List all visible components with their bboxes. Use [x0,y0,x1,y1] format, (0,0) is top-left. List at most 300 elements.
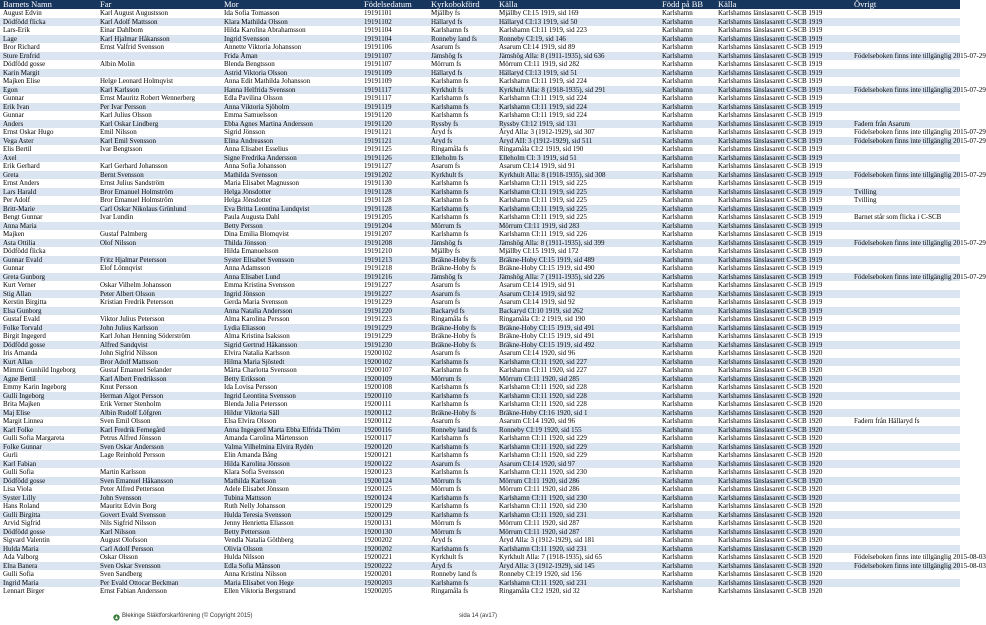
table-row [0,205,960,214]
table-cell: Karlshamn fs [428,196,496,205]
table-cell: Asarum fs [428,281,496,290]
table-cell: Karl Folke [0,426,97,435]
table-row [0,290,960,299]
table-cell: 19200222 [361,562,428,571]
table-cell: Per Ivar Persson [97,103,221,112]
table-cell: Födelseboken finns inte tillgänglig 2015-07-29 [851,137,960,146]
table-cell: 19200221 [361,553,428,562]
table-cell: Karlshamn CI:11 1919, sid 225 [496,188,659,197]
table-cell: Dina Emilia Blomqvist [221,230,361,239]
table-cell: Sigrid Gertrud Håkansson [221,341,361,350]
table-cell: Gustaf Emanuel Selander [97,366,221,375]
table-cell: Betty Eriksson [221,375,361,384]
table-cell: Asarum fs [428,43,496,52]
table-cell: Lage [0,35,97,44]
table-cell: Majken [0,230,97,239]
table-cell: Karlshamn [659,383,715,392]
table-cell: Maria Elisabet von Hege [221,579,361,588]
table-cell: Kyrkhult Alla: 8 (1918-1935), sid 291 [496,86,659,95]
table-row [0,145,960,154]
table-cell: Stig Allan [0,290,97,299]
table-cell: Bräkne-Hoby CI:15 1919, sid 491 [496,332,659,341]
table-cell: 19191229 [361,324,428,333]
table-cell: Karlshamns länslasarett C-SCB 1920 [715,417,851,426]
table-cell: Birgit Ingegerd [0,332,97,341]
table-cell: 19191117 [361,94,428,103]
table-cell [851,18,960,27]
table-cell: Dödfödd flicka [0,247,97,256]
table-cell: Jämshög fs [428,52,496,61]
column-header: Kyrkobokförd [428,0,496,9]
table-row [0,239,960,248]
table-cell [851,409,960,418]
table-row [0,570,960,579]
table-cell [851,26,960,35]
table-cell: Ernst Julius Sandström [97,179,221,188]
table-cell: 19191230 [361,341,428,350]
table-cell: Elis Bertil [0,145,97,154]
table-cell: Karlshamns länslasarett C-SCB 1919 [715,196,851,205]
table-cell: Karlshamns länslasarett C-SCB 1919 [715,298,851,307]
table-cell: Helge Leonard Holmqvist [97,77,221,86]
table-cell: Alfred Sandqvist [97,341,221,350]
table-cell [851,332,960,341]
table-cell [851,494,960,503]
table-cell: Backaryd fs [428,307,496,316]
table-cell: 19200112 [361,409,428,418]
table-cell: John Sigfrid Nilsson [97,349,221,358]
table-cell: Bror Emanuel Holmström [97,196,221,205]
table-cell: 19191220 [361,307,428,316]
table-row [0,273,960,282]
table-cell: 19191120 [361,111,428,120]
table-cell: 19200116 [361,426,428,435]
table-cell: Thilda Jönsson [221,239,361,248]
table-cell: Margit Linnea [0,417,97,426]
table-cell: Karlshamn [659,468,715,477]
table-cell: Anders [0,120,97,129]
table-cell [851,519,960,528]
table-cell: Karlshamns länslasarett C-SCB 1919 [715,154,851,163]
table-cell: Karlshamn [659,298,715,307]
table-cell: Karlshamn CI:11 1919, sid 224 [496,103,659,112]
table-cell: Karlshamn [659,477,715,486]
table-cell: Klara Mathilda Olsson [221,18,361,27]
table-cell: Ida Lovisa Persson [221,383,361,392]
table-cell: Tvilling [851,188,960,197]
table-row [0,426,960,435]
table-row [0,94,960,103]
table-cell: Ernst Oskar Hugo [0,128,97,137]
table-cell: Karlshamn [659,35,715,44]
table-cell: Anna Elisabet Esselius [221,145,361,154]
table-cell [97,52,221,61]
table-cell: 19191128 [361,205,428,214]
table-cell: Vendla Natalia Göthberg [221,536,361,545]
table-cell: Ronneby land fs [428,35,496,44]
table-cell: Ernst Mauritz Robert Wennerberg [97,94,221,103]
table-cell: Karlshamn [659,434,715,443]
table-cell: Helga Jönsdotter [221,188,361,197]
table-cell: Hällaryd fs [428,69,496,78]
table-cell: Anna Sofia Johansson [221,162,361,171]
table-cell: Karlshamns länslasarett C-SCB 1920 [715,545,851,554]
table-cell: Maj Elise [0,409,97,418]
table-cell: Karlshamns länslasarett C-SCB 1919 [715,307,851,316]
table-cell: Mimmi Gunhild Ingeborg [0,366,97,375]
table-cell: Karlshamn CI:11 1920, sid 229 [496,451,659,460]
table-cell: Bräkne-Hoby CI:16 1920, sid 1 [496,409,659,418]
table-cell: Amanda Carolina Mårtensson [221,434,361,443]
table-cell: Albin Rudolf Löfgren [97,409,221,418]
table-cell: Karlshamn [659,443,715,452]
table-row [0,536,960,545]
table-cell: Karlshamns länslasarett C-SCB 1919 [715,290,851,299]
table-cell: Karlshamns länslasarett C-SCB 1920 [715,502,851,511]
table-cell: Kurt Verner [0,281,97,290]
table-cell: Blenda Julia Petersson [221,400,361,409]
table-cell: Tubina Mattsson [221,494,361,503]
table-row [0,213,960,222]
table-cell: Greta [0,171,97,180]
table-cell: Karlshamns länslasarett C-SCB 1919 [715,171,851,180]
table-cell: 19200131 [361,519,428,528]
table-cell: Karl Julius Olsson [97,111,221,120]
column-header: Källa [715,0,851,9]
table-cell [851,375,960,384]
table-cell: Nils Sigfrid Nilsson [97,519,221,528]
table-cell: Åryd fs [428,128,496,137]
table-cell: Karlshamns länslasarett C-SCB 1920 [715,392,851,401]
table-row [0,562,960,571]
table-row [0,103,960,112]
table-cell: Ringamåla fs [428,315,496,324]
table-cell: 19200202 [361,536,428,545]
table-cell: Karlshamns länslasarett C-SCB 1920 [715,383,851,392]
table-cell: Asarum fs [428,349,496,358]
table-row [0,256,960,265]
table-cell: 19191128 [361,188,428,197]
table-row [0,307,960,316]
table-cell: Karlshamns länslasarett C-SCB 1919 [715,222,851,231]
table-cell: Karlshamn [659,392,715,401]
table-cell: Greta Gunborg [0,273,97,282]
table-cell: 19191106 [361,43,428,52]
table-cell: Elvira Natalia Karlsson [221,349,361,358]
table-cell: Asarum CI:14 1919, sid 89 [496,43,659,52]
table-cell: Gunnar [0,111,97,120]
table-row [0,375,960,384]
table-cell: Karlshamn [659,120,715,129]
table-cell: Backaryd CI:10 1919, sid 262 [496,307,659,316]
table-cell: Hans Roland [0,502,97,511]
table-cell: 19200110 [361,392,428,401]
table-cell: Karlshamn CI:11 1919, sid 225 [496,196,659,205]
table-cell: Karlshamn [659,281,715,290]
table-cell: Karlshamn fs [428,213,496,222]
table-cell: Anna Maria [0,222,97,231]
table-cell: Karlshamns länslasarett C-SCB 1920 [715,434,851,443]
table-cell: Dödfödd gosse [0,528,97,537]
table-cell: Axel [0,154,97,163]
table-cell: 19191109 [361,69,428,78]
table-cell [851,315,960,324]
table-cell: Bräkne-Hoby fs [428,264,496,273]
table-cell: Mörrum CI:11 1920, sid 286 [496,477,659,486]
table-cell: Karlshamn [659,247,715,256]
table-cell: Hulda Nilsson [221,553,361,562]
table-cell: Karlshamns länslasarett C-SCB 1920 [715,426,851,435]
table-cell: Födelseboken finns inte tillgänglig 2015-07-29 [851,86,960,95]
table-cell: Blenda Bengtsson [221,60,361,69]
table-cell: 19200201 [361,570,428,579]
table-cell: 19191127 [361,162,428,171]
table-cell: 19200102 [361,349,428,358]
table-cell: Åryd Alla: 3 (1912-1929), sid 307 [496,128,659,137]
table-cell: 19200108 [361,383,428,392]
table-cell: Mathilda Karlsson [221,477,361,486]
table-cell [851,468,960,477]
table-cell [97,273,221,282]
table-cell: Per Evald Ottocar Beckman [97,579,221,588]
table-cell: Karlshamns länslasarett C-SCB 1920 [715,443,851,452]
table-cell: Karlshamn CI:11 1920, sid 231 [496,511,659,520]
table-row [0,485,960,494]
table-cell: Karlshamn [659,307,715,316]
table-cell: Peter Albert Olsson [97,290,221,299]
table-cell: Karlshamn CI:11 1919, sid 226 [496,230,659,239]
table-cell: 19191227 [361,290,428,299]
table-cell: Britt-Marie [0,205,97,214]
table-row [0,179,960,188]
table-cell: Ellen Viktoria Bergstrand [221,587,361,596]
table-cell: Karlshamns länslasarett C-SCB 1919 [715,18,851,27]
table-cell: Åryd AII: 3 (1912-1929), sid 511 [496,137,659,146]
table-cell [851,358,960,367]
table-cell: Åryd fs [428,562,496,571]
table-cell [851,443,960,452]
table-cell: Gulli Sofia [0,468,97,477]
table-cell: Ronneby land fs [428,570,496,579]
table-cell: Åryd Alla: 3 (1912-1929), sid 181 [496,536,659,545]
table-cell: Fadern från Asarum [851,120,960,129]
table-cell: Karlshamn CI:11 1920, sid 230 [496,502,659,511]
table-cell: Karlshamns länslasarett C-SCB 1919 [715,162,851,171]
table-cell: Edla Pavilina Olsson [221,94,361,103]
table-cell: Barnet står som flicka i C-SCB [851,213,960,222]
table-cell: Knut Persson [97,383,221,392]
table-cell: Karl Albert Fredriksson [97,375,221,384]
table-cell: Bror Adolf Mattsson [97,358,221,367]
table-cell: Gulli Sofia [0,570,97,579]
table-cell: Majken Elise [0,77,97,86]
table-cell: Adele Elisabet Jönsson [221,485,361,494]
table-cell: Karlshamn fs [428,103,496,112]
table-cell: Karlshamn [659,111,715,120]
table-cell: Kerstin Birgitta [0,298,97,307]
table-cell: Karlshamn [659,502,715,511]
table-cell: 19200125 [361,485,428,494]
table-cell [851,307,960,316]
table-cell [851,154,960,163]
table-cell [851,587,960,596]
table-cell: Lars Harald [0,188,97,197]
table-cell: Bernt Svensson [97,171,221,180]
table-cell: Karlshamn fs [428,383,496,392]
table-row [0,111,960,120]
table-cell: Karlshamns länslasarett C-SCB 1919 [715,281,851,290]
table-row [0,154,960,163]
table-cell: Karlshamns länslasarett C-SCB 1920 [715,451,851,460]
table-cell: Lars-Erik [0,26,97,35]
table-cell: Fadern från Hällaryd fs [851,417,960,426]
table-cell: Elleholm CI: 3 1919, sid 51 [496,154,659,163]
table-cell [851,324,960,333]
table-cell: Karlshamn CI:11 1919, sid 224 [496,111,659,120]
table-cell: Bräkne-Hoby CI:15 1919, sid 489 [496,256,659,265]
table-cell: 19191204 [361,222,428,231]
table-cell: 19191223 [361,315,428,324]
table-cell: Mjällby CI:15 1919, sid 172 [496,247,659,256]
table-cell: 19191104 [361,35,428,44]
table-cell [97,460,221,469]
table-cell: Karlshamns länslasarett C-SCB 1919 [715,94,851,103]
table-row [0,409,960,418]
table-cell: Kurt Allan [0,358,97,367]
table-row [0,26,960,35]
table-cell: Mörrum CI:11 1919, sid 282 [496,60,659,69]
table-cell: 19191227 [361,281,428,290]
table-cell: Karlshamn [659,290,715,299]
table-cell: 19200120 [361,443,428,452]
table-cell: Karlshamn fs [428,205,496,214]
table-cell: Annette Viktoria Johansson [221,43,361,52]
table-row [0,120,960,129]
table-cell: Tvilling [851,196,960,205]
column-header: Födelsedatum [361,0,428,9]
table-cell: Karlshamns länslasarett C-SCB 1919 [715,111,851,120]
table-cell: Einar Dahlbom [97,26,221,35]
table-row [0,128,960,137]
table-cell: Karlshamn CI:11 1919, sid 224 [496,77,659,86]
table-cell: Erik Verner Stenholm [97,400,221,409]
table-cell: Karl August Augustsson [97,9,221,18]
table-cell: Karlshamn fs [428,366,496,375]
table-cell: Asarum fs [428,298,496,307]
table-cell: Folke Gunnar [0,443,97,452]
table-cell: Karl Hjalmar Håkansson [97,35,221,44]
table-cell: Bror Emanuel Holmström [97,188,221,197]
table-cell: Karlshamns länslasarett C-SCB 1919 [715,43,851,52]
table-cell: Karlshamn fs [428,443,496,452]
table-cell: Karlshamn [659,324,715,333]
table-cell: Elsa Elvira Olsson [221,417,361,426]
table-cell: 19200111 [361,400,428,409]
table-cell: Ingrid Jönsson [221,290,361,299]
table-cell: Karlshamns länslasarett C-SCB 1919 [715,188,851,197]
table-cell [97,69,221,78]
table-cell: Karlshamn [659,409,715,418]
table-cell: Emil Nilsson [97,128,221,137]
table-row [0,587,960,596]
table-cell: Ronneby land fs [428,426,496,435]
table-cell: Karlshamn [659,86,715,95]
table-cell: Lydia Eliasson [221,324,361,333]
table-cell: Karlshamn [659,264,715,273]
table-row [0,281,960,290]
table-cell [851,434,960,443]
column-header: Mor [221,0,361,9]
table-cell: Alma Karolina Persson [221,315,361,324]
table-cell: Karlshamn CI:11 1919, sid 224 [496,94,659,103]
table-cell: Karlshamn [659,400,715,409]
table-cell: Hulda Teresia Svensson [221,511,361,520]
table-cell: Karlshamn [659,205,715,214]
table-cell [851,485,960,494]
table-cell [97,307,221,316]
table-cell: Ivar Lundin [97,213,221,222]
table-row [0,460,960,469]
table-cell: Märta Charlotta Svensson [221,366,361,375]
table-row [0,171,960,180]
table-cell: Karlshamn [659,570,715,579]
table-cell: Lage Reinhold Persson [97,451,221,460]
table-cell: Anna Kristina Nilsson [221,570,361,579]
table-cell: Klara Sofia Svensson [221,468,361,477]
table-cell: Mörrum CI:11 1919, sid 283 [496,222,659,231]
table-row [0,162,960,171]
society-logo-icon [113,614,120,621]
table-cell [851,205,960,214]
table-cell: Ingrid Maria [0,579,97,588]
table-cell: Bräkne-Hoby fs [428,409,496,418]
table-cell: 19191104 [361,26,428,35]
table-row [0,230,960,239]
table-cell: Åryd fs [428,536,496,545]
table-cell: Ronneby CI:19 1920, sid 155 [496,426,659,435]
table-cell: 19200107 [361,366,428,375]
table-cell: Valma Vilhelmina Elvira Rydén [221,443,361,452]
table-cell: Helga Jönsdotter [221,196,361,205]
table-cell: Bräkne-Hoby fs [428,256,496,265]
table-row [0,579,960,588]
table-cell: Karlshamn [659,358,715,367]
table-row [0,77,960,86]
table-cell: Karlshamn [659,349,715,358]
table-cell: Karlshamns länslasarett C-SCB 1920 [715,349,851,358]
table-cell: Hällaryd fs [428,18,496,27]
table-cell: Paula Augusta Dahl [221,213,361,222]
table-cell: 19191216 [361,273,428,282]
table-cell: Dödfödd gosse [0,341,97,350]
table-cell: Ingrid Leontina Svensson [221,392,361,401]
column-header: Far [97,0,221,9]
table-cell: Karlshamn fs [428,188,496,197]
table-cell: Mörrum fs [428,222,496,231]
table-cell: Mathilda Svensson [221,171,361,180]
table-row [0,188,960,197]
table-cell: Karlshamns länslasarett C-SCB 1920 [715,519,851,528]
table-cell: 19191120 [361,120,428,129]
table-cell: Karl Fredrik Fernegård [97,426,221,435]
table-cell: Karlshamns länslasarett C-SCB 1919 [715,120,851,129]
table-cell: Ingrid Svensson [221,35,361,44]
table-cell: Födelseboken finns inte tillgänglig 2015-07-29 [851,239,960,248]
table-cell: Karlshamns länslasarett C-SCB 1920 [715,468,851,477]
table-cell: Karlshamn fs [428,358,496,367]
table-cell: Karlshamn [659,145,715,154]
table-cell: Karlshamns länslasarett C-SCB 1919 [715,213,851,222]
